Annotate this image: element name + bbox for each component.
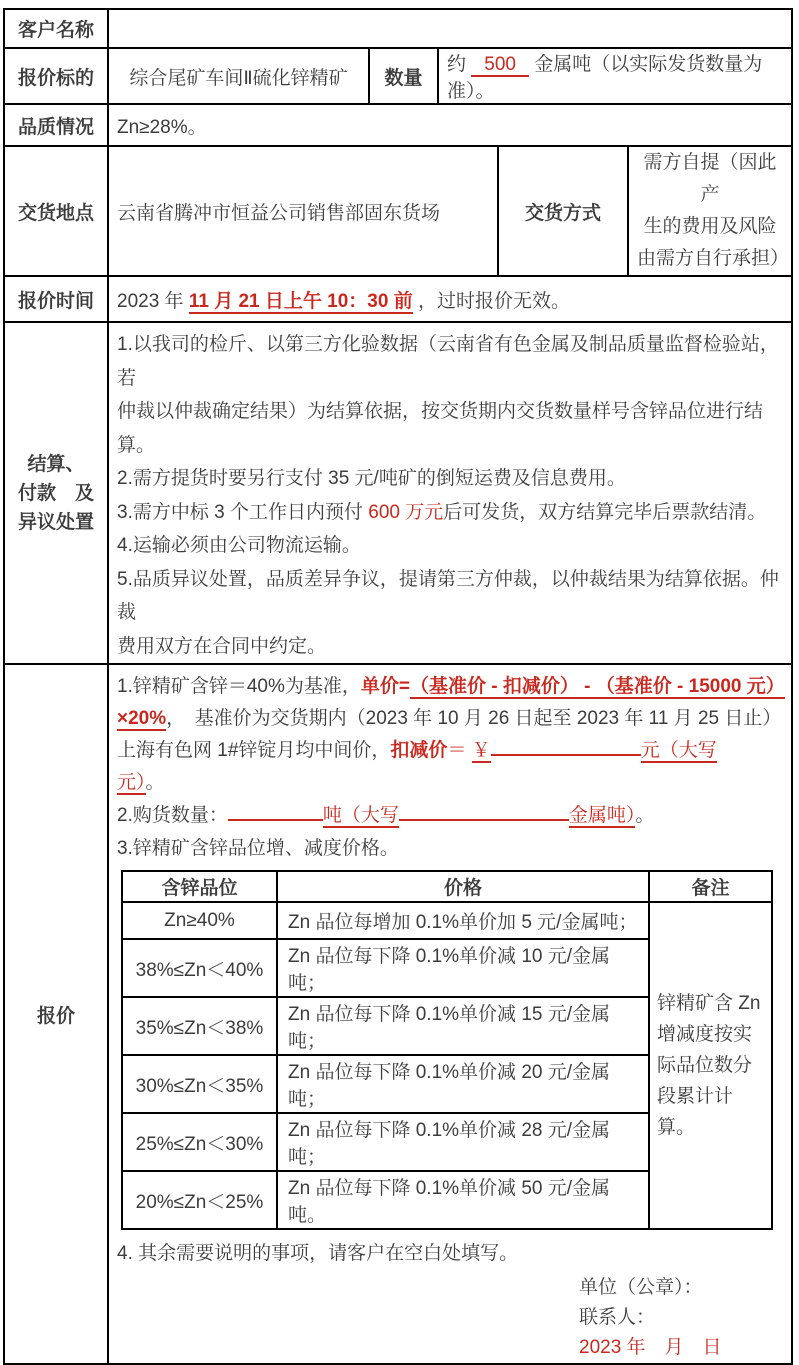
other-notes-line: 4. 其余需要说明的事项，请客户在空白处填写。 — [117, 1243, 519, 1264]
grade-cell: 20%≤Zn＜25% — [122, 1171, 277, 1229]
grade-cell: 35%≤Zn＜38% — [122, 997, 277, 1055]
unit-price-label: 单价= — [360, 676, 410, 697]
yen-sign: ￥ — [471, 740, 491, 761]
settlement-label-line: 结算、 — [27, 453, 85, 475]
price-cell: Zn 品位每下降 0.1%单价减 15 元/金属吨； — [277, 997, 649, 1055]
purchase-quantity-label: 2.购货数量： — [117, 805, 228, 826]
delivery-method-value — [628, 146, 792, 276]
row-subject — [4, 48, 792, 104]
row-settlement — [4, 322, 792, 664]
formula-line-3 — [117, 735, 791, 767]
deduction-capital-end: 元） — [117, 772, 146, 793]
note-column-header: 备注 — [649, 871, 772, 902]
grade-price-table — [121, 870, 773, 1230]
grade-column-header: 含锌品位 — [122, 871, 277, 902]
grade-table-row — [122, 902, 772, 939]
formula-line-2 — [117, 703, 791, 735]
settlement-line: 费用双方在合同中约定。 — [117, 635, 327, 657]
date-line: 2023 年 月 日 — [579, 1337, 722, 1358]
row-customer — [4, 9, 792, 48]
purchase-quantity-line — [117, 799, 791, 832]
quality-label: 品质情况 — [4, 104, 108, 146]
signature-block — [579, 1273, 791, 1363]
delivery-location-label: 交货地点 — [4, 146, 108, 276]
settlement-label-line: 付款 及 — [17, 482, 94, 504]
delivery-method-label: 交货方式 — [498, 146, 628, 276]
row-delivery — [4, 146, 792, 276]
unit-seal-line: 单位（公章）： — [579, 1277, 703, 1298]
deduction-capital-label: 元（大写 — [640, 740, 717, 761]
grade-table-header-row — [122, 871, 772, 902]
price-cell: Zn 品位每增加 0.1%单价加 5 元/金属吨； — [277, 902, 649, 939]
unit-price-formula: （基准价 - 扣减价） - （基准价 - 15000 元） — [409, 676, 785, 697]
settlement-line — [117, 496, 783, 530]
price-cell: Zn 品位每下降 0.1%单价减 20 元/金属吨； — [277, 1055, 649, 1113]
prepay-text-after: 后可发货，双方结算完毕后票款结清。 — [443, 501, 767, 523]
base-price-source-text: 上海有色网 1#锌锭月均中间价， — [117, 740, 391, 761]
quantity-prefix: 约 — [447, 54, 467, 75]
row-quote-time — [4, 276, 792, 322]
quote-time-suffix: ，过时报价无效。 — [418, 290, 571, 312]
metal-tons-label: 金属吨） — [568, 805, 636, 826]
quantity-label: 数量 — [369, 48, 438, 104]
quantity-amount: 500 — [471, 54, 529, 77]
quality-value: Zn≥28%。 — [108, 104, 792, 146]
settlement-label — [4, 322, 108, 664]
settlement-line: 4.运输必须由公司物流运输。 — [117, 535, 361, 556]
deduction-equals: ＝ — [447, 740, 472, 761]
delivery-method-line: 需方自提（因此产 — [643, 152, 777, 205]
grade-cell: 25%≤Zn＜30% — [122, 1113, 277, 1171]
fill-in-blank-deduction-amount — [491, 735, 641, 756]
formula-period: 。 — [145, 772, 165, 793]
purchase-quantity-period: 。 — [635, 805, 655, 826]
settlement-line: 仲裁以仲裁确定结果）为结算依据，按交货期内交货数量样号含锌品位进行结算。 — [117, 401, 764, 456]
note-cell: 锌精矿含 Zn 增减度按实际品位数分段累计计算。 — [649, 902, 772, 1229]
prepay-text-before: 3.需方中标 3 个工作日内预付 — [117, 501, 369, 523]
quote-content — [108, 664, 792, 1364]
delivery-method-line: 生的费用及风险 — [643, 216, 777, 237]
price-cell: Zn 品位每下降 0.1%单价减 28 元/金属吨； — [277, 1113, 649, 1171]
quote-time-deadline: 11 月 21 日上午 10：30 前 — [188, 290, 413, 312]
delivery-location-value: 云南省腾冲市恒益公司销售部固东货场 — [108, 146, 498, 276]
grade-cell: 38%≤Zn＜40% — [122, 939, 277, 997]
formula-line-1 — [117, 671, 791, 703]
delivery-method-line: 由需方自行承担） — [637, 248, 790, 269]
row-quality — [4, 104, 792, 146]
subject-value: 综合尾矿车间Ⅱ硫化锌精矿 — [108, 48, 369, 104]
quantity-value — [438, 48, 792, 104]
fill-in-blank-tons — [228, 800, 323, 821]
base-price-period-text: ， 基准价为交货期内（2023 年 10 月 26 日起至 2023 年 11 月 25 日止） — [166, 708, 782, 729]
tons-capital-label: 吨（大写 — [322, 805, 399, 826]
settlement-content — [108, 322, 792, 664]
grade-price-intro: 3.锌精矿含锌品位增、减度价格。 — [117, 838, 399, 859]
settlement-line: 1.以我司的检斤、以第三方化验数据（云南省有色金属及制品质量监督检验站，若 — [117, 334, 779, 389]
formula-basis-text: 1.锌精矿含锌＝40%为基准， — [117, 676, 361, 697]
settlement-label-line: 异议处置 — [17, 511, 94, 533]
deduction-price-label: 扣减价 — [390, 740, 448, 761]
fill-in-blank-tons-capital — [399, 800, 569, 821]
quote-time-value — [108, 276, 792, 322]
quotation-document — [3, 8, 793, 1365]
formula-multiplier: ×20% — [117, 708, 167, 729]
quote-time-prefix: 2023 年 — [117, 290, 189, 312]
customer-value — [108, 9, 792, 48]
price-cell: Zn 品位每下降 0.1%单价减 50 元/金属吨。 — [277, 1171, 649, 1229]
contact-line: 联系人： — [579, 1307, 656, 1328]
price-cell: Zn 品位每下降 0.1%单价减 10 元/金属吨； — [277, 939, 649, 997]
price-column-header: 价格 — [277, 871, 649, 902]
quote-label: 报价 — [4, 664, 108, 1364]
quotation-table — [3, 8, 793, 1365]
customer-label: 客户名称 — [4, 9, 108, 48]
grade-cell: Zn≥40% — [122, 902, 277, 939]
settlement-line: 2.需方提货时要另行支付 35 元/吨矿的倒短运费及信息费用。 — [117, 468, 626, 489]
prepay-amount: 600 万元 — [368, 501, 444, 523]
row-quote — [4, 664, 792, 1364]
quote-time-label: 报价时间 — [4, 276, 108, 322]
formula-line-4 — [117, 767, 791, 799]
settlement-line: 5.品质异议处置，品质差异争议，提请第三方仲裁，以仲裁结果为结算依据。仲裁 — [117, 568, 779, 623]
grade-cell: 30%≤Zn＜35% — [122, 1055, 277, 1113]
subject-label: 报价标的 — [4, 48, 108, 104]
quantity-suffix: 金属吨（以实际发货数量为准）。 — [447, 54, 763, 102]
price-formula-paragraph — [117, 671, 791, 799]
